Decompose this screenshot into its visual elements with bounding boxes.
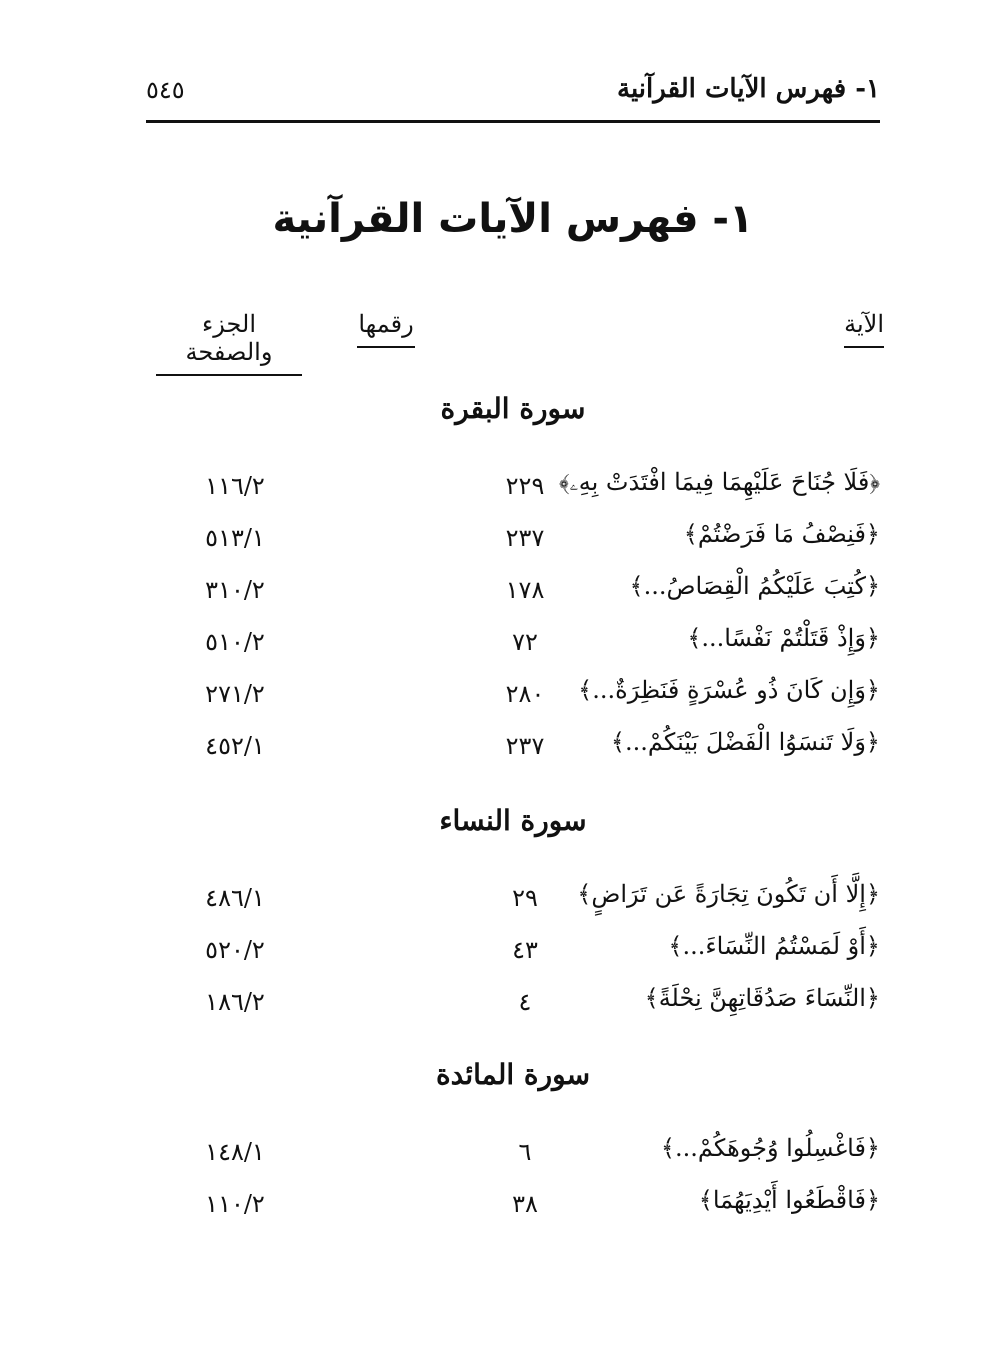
part-page-ref: ٥٢٠/٢ — [205, 936, 265, 964]
part-page-ref: ٥١٣/١ — [205, 524, 265, 552]
part-page-ref: ٥١٠/٢ — [205, 628, 265, 656]
ayah-number: ٧٢ — [512, 628, 538, 656]
part-page-ref: ١١٠/٢ — [205, 1190, 265, 1218]
part-page-ref: ١٨٦/٢ — [205, 988, 265, 1016]
ayah-number: ٢٣٧ — [505, 524, 545, 552]
ayah-text: ﴿وَإِن كَانَ ذُو عُسْرَةٍ فَنَظِرَةٌ...﴾ — [578, 676, 880, 704]
table-row — [150, 1134, 880, 1184]
ayah-text: ﴿فَاقْطَعُوا أَيْدِيَهُمَا﴾ — [698, 1186, 880, 1214]
ayah-number: ١٧٨ — [505, 576, 545, 604]
table-row — [150, 572, 880, 622]
running-title: ١- فهرس الآيات القرآنية — [617, 74, 880, 104]
surah-title-maidah: سورة المائدة — [435, 1058, 591, 1091]
ayah-text: ﴿وَلَا تَنسَوُا الْفَضْلَ بَيْنَكُمْ...﴾ — [610, 728, 880, 756]
page-number: ٥٤٥ — [146, 76, 185, 104]
page-title: ١- فهرس الآيات القرآنية — [272, 196, 754, 242]
table-row — [150, 468, 880, 518]
column-header-ayah: الآية — [844, 310, 884, 348]
ayah-number: ٤ — [518, 988, 532, 1016]
column-header-number: رقمها — [357, 310, 415, 348]
ayah-text: ﴿فَاغْسِلُوا وُجُوهَكُمْ...﴾ — [660, 1134, 880, 1162]
part-page-ref: ٢٧١/٢ — [205, 680, 265, 708]
part-page-ref: ٤٥٢/١ — [205, 732, 265, 760]
ayah-text: ﴿النِّسَاءَ صَدُقَاتِهِنَّ نِحْلَةً﴾ — [644, 984, 880, 1012]
ayah-number: ٢٢٩ — [505, 472, 545, 500]
part-page-ref: ١١٦/٢ — [205, 472, 265, 500]
table-row — [150, 728, 880, 778]
table-row — [150, 1186, 880, 1236]
part-page-ref: ٤٨٦/١ — [205, 884, 265, 912]
ayah-text: ﴿فَنِصْفُ مَا فَرَضْتُمْ﴾ — [683, 520, 880, 548]
surah-title-nisa: سورة النساء — [439, 804, 587, 837]
ayah-text: ﴿إِلَّا أَن تَكُونَ تِجَارَةً عَن تَرَاضٍ﴾ — [577, 880, 880, 908]
part-page-ref: ٣١٠/٢ — [205, 576, 265, 604]
column-header-part-page: الجزء والصفحة — [156, 310, 302, 376]
table-row — [150, 984, 880, 1034]
ayah-number: ٤٣ — [512, 936, 538, 964]
page-header — [146, 64, 880, 123]
ayah-number: ٢٨٠ — [505, 680, 545, 708]
ayah-text: ﴿أَوْ لَمَسْتُمُ النِّسَاءَ...﴾ — [668, 932, 880, 960]
part-page-ref: ١٤٨/١ — [205, 1138, 265, 1166]
ayah-number: ٢٣٧ — [505, 732, 545, 760]
table-row — [150, 676, 880, 726]
surah-title-baqarah: سورة البقرة — [440, 392, 586, 425]
ayah-number: ٣٨ — [512, 1190, 538, 1218]
ayah-text: ﴿كُتِبَ عَلَيْكُمُ الْقِصَاصُ...﴾ — [629, 572, 880, 600]
table-row — [150, 520, 880, 570]
ayah-number: ٦ — [518, 1138, 532, 1166]
ayah-number: ٢٩ — [512, 884, 538, 912]
table-row — [150, 880, 880, 930]
ayah-text: ﴿فَلَا جُنَاحَ عَلَيْهِمَا فِيمَا افْتَدَتْ بِهِۦ﴾ — [559, 468, 880, 496]
table-row — [150, 932, 880, 982]
table-row — [150, 624, 880, 674]
ayah-text: ﴿وَإِذْ قَتَلْتُمْ نَفْسًا...﴾ — [687, 624, 880, 652]
